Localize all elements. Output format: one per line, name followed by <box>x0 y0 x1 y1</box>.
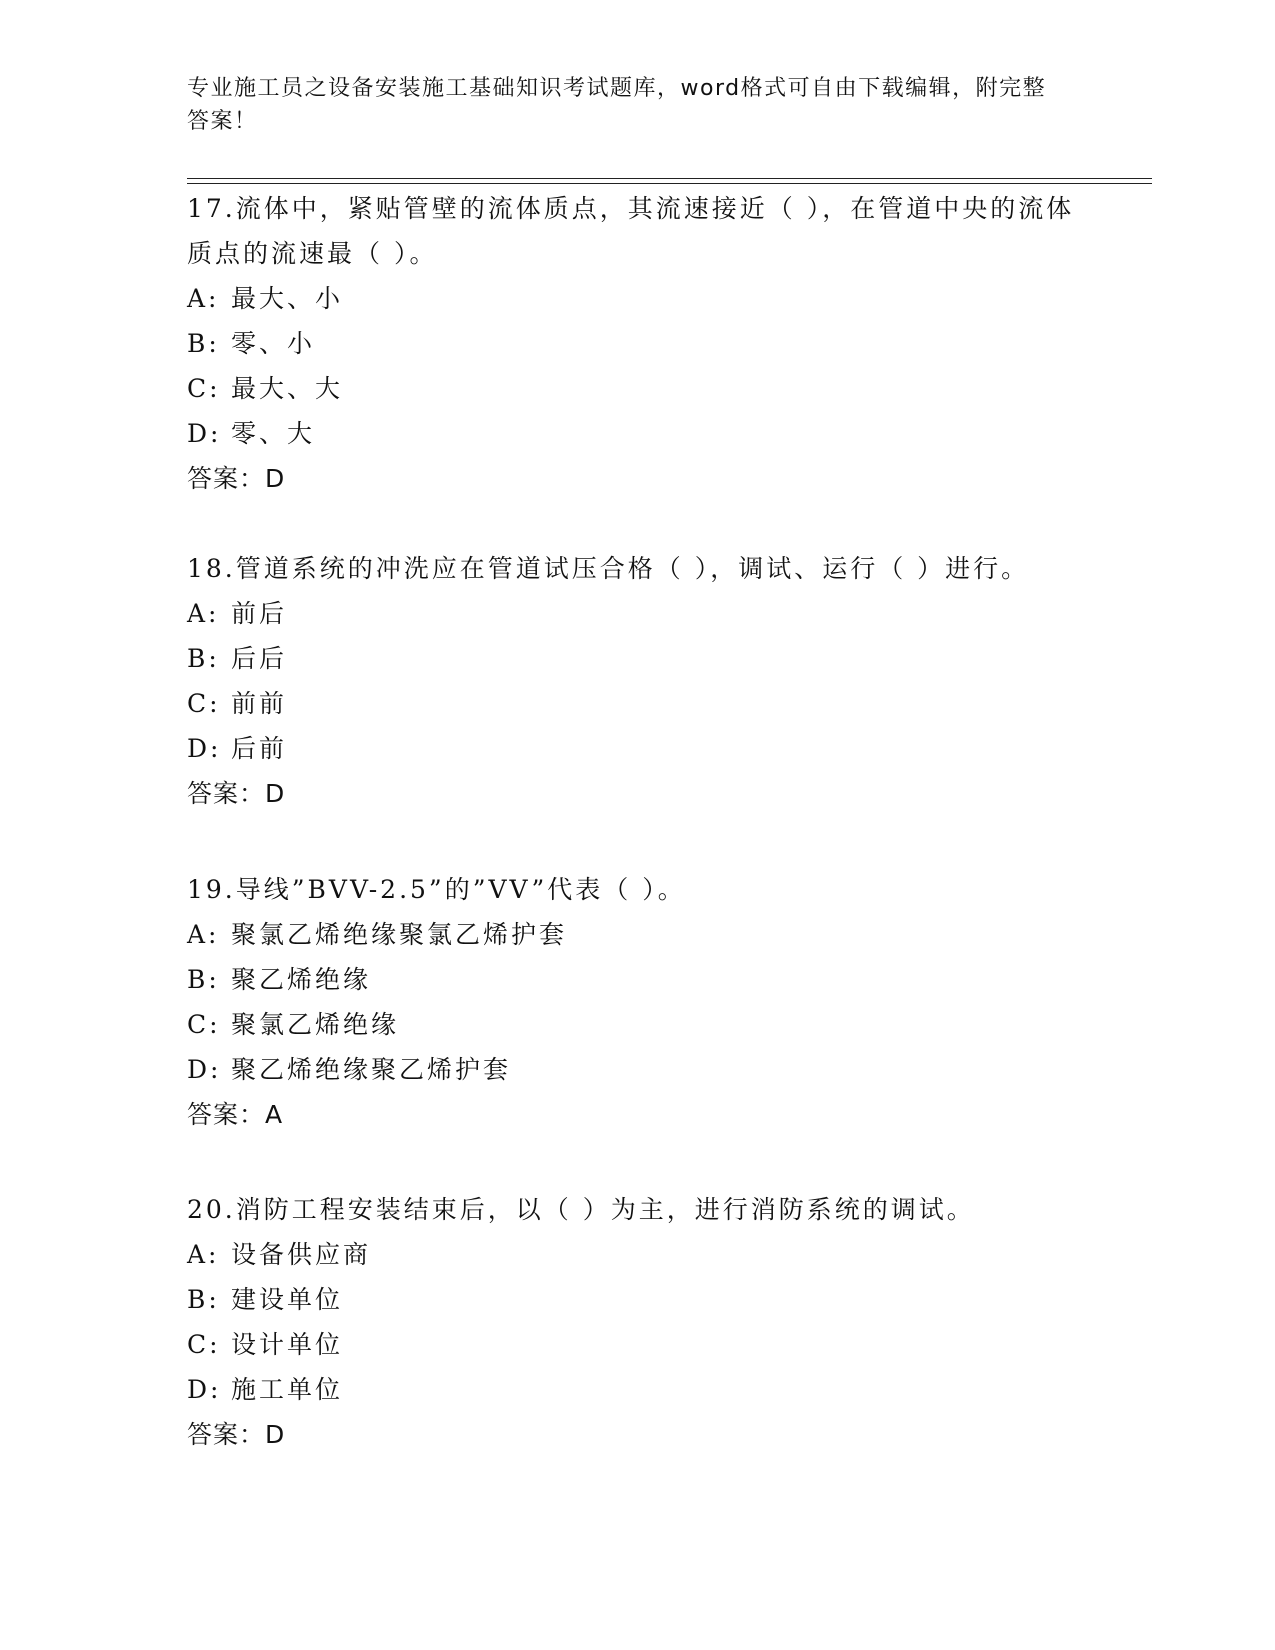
option-letter: C: <box>187 689 221 718</box>
question-stem: 18.管道系统的冲洗应在管道试压合格（ ），调试、运行（ ）进行。 <box>187 554 1030 583</box>
option-d <box>187 1367 1087 1412</box>
option-text: 聚乙烯绝缘聚乙烯护套 <box>231 1055 512 1084</box>
option-text: 设计单位 <box>231 1330 344 1359</box>
option-b <box>187 636 1087 681</box>
option-text: 聚乙烯绝缘 <box>231 965 372 994</box>
option-a <box>187 591 1087 636</box>
option-text: 后后 <box>231 644 288 673</box>
option-letter: C: <box>187 1330 221 1359</box>
option-letter: A: <box>187 599 220 628</box>
answer-line: 答案：D <box>187 464 286 493</box>
option-a <box>187 276 1087 321</box>
answer-line: 答案：A <box>187 1100 284 1129</box>
option-a <box>187 1232 1087 1277</box>
option-text: 施工单位 <box>231 1375 344 1404</box>
header-rule-top <box>187 178 1152 179</box>
question-19 <box>187 867 1087 1137</box>
option-text: 最大、大 <box>231 374 344 403</box>
option-letter: C: <box>187 1010 221 1039</box>
answer-line: 答案：D <box>187 779 286 808</box>
option-text: 零、小 <box>231 329 316 358</box>
question-stem: 17.流体中，紧贴管壁的流体质点，其流速接近（ ），在管道中央的流体质点的流速最（ ）。 <box>187 194 1075 268</box>
question-stem: 19.导线”BVV-2.5”的”VV”代表（ ）。 <box>187 875 686 904</box>
option-text: 零、大 <box>231 419 316 448</box>
option-letter: A: <box>187 920 220 949</box>
option-b <box>187 957 1087 1002</box>
header-title: 专业施工员之设备安装施工基础知识考试题库，word格式可自由下载编辑，附完整答案！ <box>187 76 1047 134</box>
option-text: 后前 <box>231 734 288 763</box>
option-letter: B: <box>187 644 220 673</box>
option-letter: C: <box>187 374 221 403</box>
option-letter: A: <box>187 284 220 313</box>
option-d <box>187 411 1087 456</box>
option-letter: D: <box>187 419 222 448</box>
option-b <box>187 321 1087 366</box>
option-b <box>187 1277 1087 1322</box>
question-17 <box>187 186 1087 501</box>
question-20 <box>187 1187 1087 1457</box>
option-a <box>187 912 1087 957</box>
option-text: 建设单位 <box>231 1285 344 1314</box>
option-text: 前后 <box>231 599 288 628</box>
option-letter: B: <box>187 329 220 358</box>
option-text: 聚氯乙烯绝缘聚氯乙烯护套 <box>231 920 568 949</box>
header-rule-bottom <box>187 183 1152 184</box>
option-c <box>187 366 1087 411</box>
option-c <box>187 681 1087 726</box>
option-letter: A: <box>187 1240 220 1269</box>
option-letter: D: <box>187 1055 222 1084</box>
option-d <box>187 1047 1087 1092</box>
option-text: 聚氯乙烯绝缘 <box>231 1010 400 1039</box>
option-text: 最大、小 <box>231 284 344 313</box>
question-stem: 20.消防工程安装结束后，以（ ）为主，进行消防系统的调试。 <box>187 1195 975 1224</box>
document-header <box>187 72 1067 138</box>
option-letter: B: <box>187 1285 220 1314</box>
option-c <box>187 1002 1087 1047</box>
question-18 <box>187 546 1087 816</box>
option-text: 设备供应商 <box>231 1240 372 1269</box>
option-c <box>187 1322 1087 1367</box>
option-letter: D: <box>187 1375 222 1404</box>
option-letter: D: <box>187 734 222 763</box>
option-letter: B: <box>187 965 220 994</box>
answer-line: 答案：D <box>187 1420 286 1449</box>
option-text: 前前 <box>231 689 288 718</box>
option-d <box>187 726 1087 771</box>
